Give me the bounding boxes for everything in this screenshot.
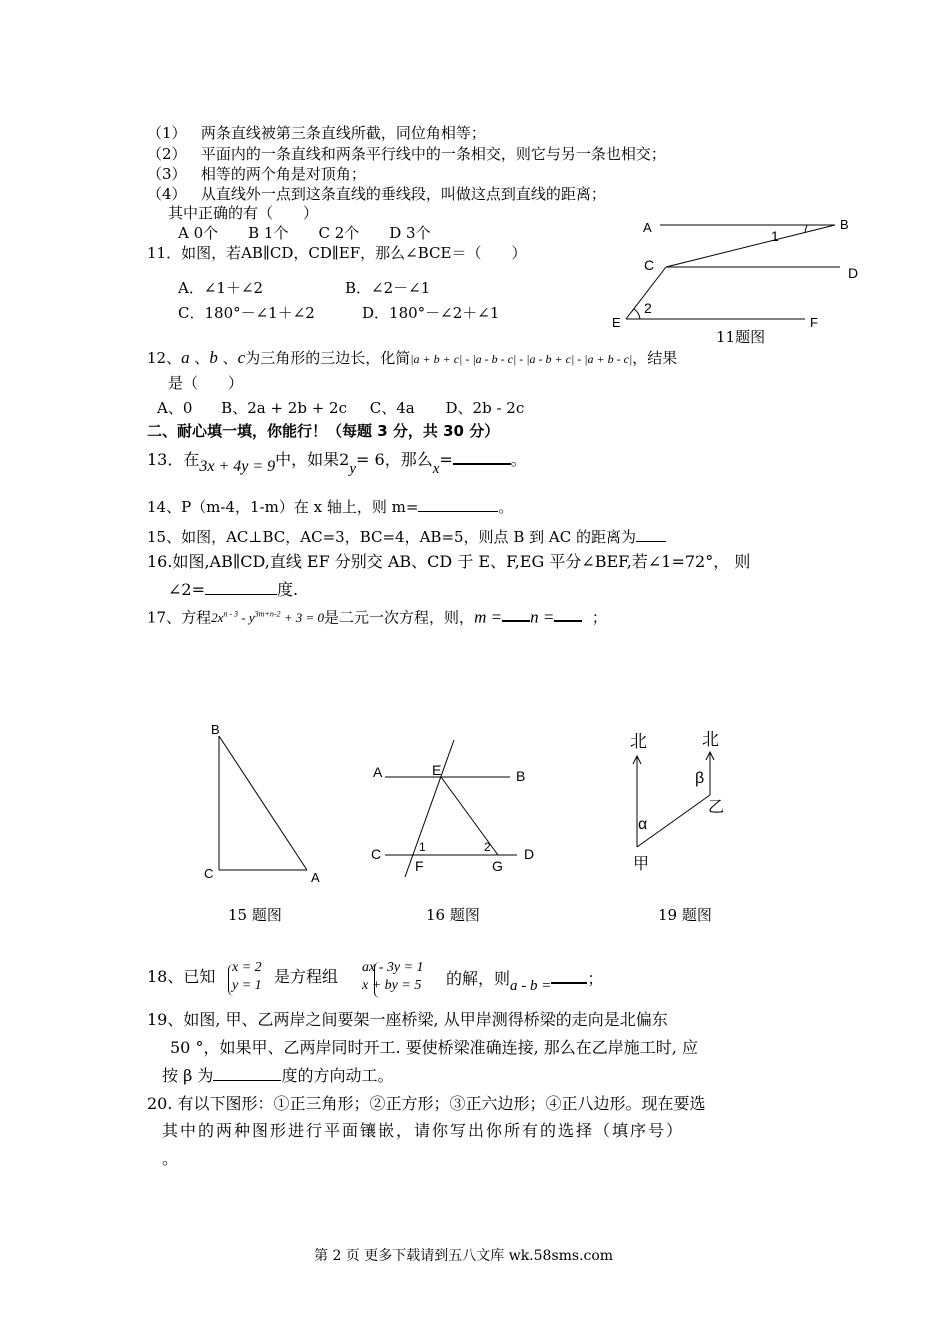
var-b: b	[209, 348, 218, 367]
q17-end: ；	[591, 608, 607, 627]
label-c: C	[204, 866, 214, 881]
q19-answer-blank[interactable]	[213, 1066, 281, 1081]
q17-sup-1: n - 3	[223, 610, 239, 619]
q12-option-b: B、2a + 2b + 2c	[221, 399, 347, 417]
q15-answer-blank[interactable]	[636, 527, 666, 542]
q16-line2	[168, 580, 298, 599]
q18-mid: 是方程组	[274, 967, 339, 986]
label-g: G	[492, 858, 503, 874]
statement-number: （3）	[147, 165, 187, 183]
q13-tail: 。	[510, 450, 527, 469]
q13-equals: =	[439, 450, 453, 469]
q18-tail	[446, 968, 604, 994]
q12-option-d: D、2b - 2c	[445, 399, 525, 417]
q12-mid: 为三角形的三边长，化简	[245, 349, 411, 367]
q17-equation	[211, 610, 324, 625]
label-b: B	[840, 217, 849, 232]
label-b: B	[516, 768, 526, 784]
q14-answer-blank[interactable]	[418, 497, 498, 512]
label-north-1: 北	[630, 732, 647, 751]
q11-option-b: B．∠2－∠1	[345, 279, 431, 297]
label-d: D	[848, 265, 859, 281]
label-yi: 乙	[708, 799, 725, 816]
label-a: A	[373, 764, 383, 780]
figure-11	[600, 210, 870, 330]
line-ef	[405, 740, 454, 877]
label-c: C	[371, 846, 382, 862]
var-a: a	[181, 348, 190, 367]
q18-brace-1	[228, 960, 230, 1000]
label-angle-1: 1	[419, 840, 426, 854]
system-1-row-2: y = 1	[232, 978, 262, 993]
statement-number: （1）	[147, 124, 187, 142]
q13-mid2: = 6，那么	[356, 450, 433, 469]
section-2-title: 二、耐心填一填，你能行！（每题 3 分，共 30 分）	[147, 422, 500, 440]
label-a: A	[643, 220, 652, 235]
q11-stem: 11．如图，若AB∥CD，CD∥EF，那么∠BCE＝（ ）	[147, 244, 527, 262]
q17-pre: 17、方程	[147, 608, 212, 627]
q18-answer-blank[interactable]	[551, 968, 587, 984]
q19-line1: 19、如图, 甲、乙两岸之间要架一座桥梁, 从甲岸测得桥梁的走向是北偏东	[147, 1010, 668, 1029]
q12-expression: |a + b + c| - |a - b - c| - |a - b + c| - |a + b - c|	[410, 352, 633, 366]
q18-ask: a - b =	[510, 978, 552, 994]
q12-line2: 是（ ）	[168, 374, 244, 392]
statement-text: 两条直线被第三条直线所截，同位角相等；	[200, 124, 486, 142]
q17-m-blank[interactable]	[502, 606, 530, 622]
figure-16-caption: 16 题图	[426, 906, 480, 924]
q14	[147, 497, 513, 516]
label-f: F	[415, 858, 424, 874]
statement-3	[147, 165, 366, 183]
q17-post: 是二元一次方程，则，	[324, 608, 475, 627]
label-d: D	[524, 846, 535, 862]
figure-19-caption: 19 题图	[658, 906, 712, 924]
label-c: C	[644, 257, 655, 273]
label-alpha: α	[638, 816, 648, 833]
label-b: B	[211, 722, 220, 737]
q10-options: A 0个 B 1个 C 2个 D 3个	[178, 224, 431, 242]
side-ab	[219, 736, 307, 870]
angle-2-arc	[634, 309, 640, 319]
q18-end: ；	[587, 969, 604, 988]
bridge-line	[637, 795, 710, 847]
q16-answer-blank[interactable]	[205, 580, 277, 595]
q11-option-c: C．180°－∠1＋∠2	[178, 304, 315, 322]
label-f: F	[810, 315, 818, 330]
label-angle-1: 1	[771, 228, 779, 244]
q17-expr-end: + 3 = 0	[280, 610, 325, 626]
q14-tail: 。	[498, 498, 514, 516]
q16-tail: 度.	[277, 580, 299, 599]
system-2-row-2: x + by = 5	[362, 978, 422, 993]
q15-text: 15、如图，AC⊥BC，AC=3，BC=4，AB=5，则点 B 到 AC 的距离为	[147, 528, 636, 546]
q19-line3	[162, 1066, 393, 1085]
q16-line1: 16.如图,AB∥CD,直线 EF 分别交 AB、CD 于 E、F,EG 平分∠BEF,若∠1=72°， 则	[147, 552, 751, 571]
q18-system-1	[232, 959, 262, 995]
q18-post: 的解，则	[446, 969, 511, 988]
page-footer: 第 2 页 更多下载请到五八文库 wk.58sms.com	[314, 1248, 614, 1264]
q18-brace-2	[374, 962, 381, 998]
q15	[147, 527, 666, 546]
q10-ask: 其中正确的有（ ）	[168, 204, 319, 222]
label-e: E	[432, 762, 442, 778]
q17-expr-mid: - y	[238, 610, 255, 626]
q12-options	[157, 399, 524, 417]
q13-equation: 3x + 4y = 9	[199, 458, 276, 475]
q19-tail: 度的方向动工。	[281, 1066, 394, 1085]
q20-line3: 。	[162, 1149, 179, 1168]
system-1-row-1: x = 2	[232, 960, 262, 975]
figure-15-caption: 15 题图	[228, 906, 282, 924]
q13-mid: 中，如果2	[275, 450, 350, 469]
label-north-2: 北	[702, 730, 719, 749]
q19-line2: 50 °，如果甲、乙两岸同时开工. 要使桥梁准确连接, 那么在乙岸施工时, 应	[170, 1038, 698, 1057]
q14-text: 14、P（m-4，1-m）在 x 轴上，则 m=	[147, 498, 419, 516]
label-e: E	[612, 315, 621, 330]
label-beta: β	[695, 770, 705, 787]
label-angle-2: 2	[484, 840, 491, 854]
q12-prefix: 12、	[147, 349, 182, 367]
q17-sup-2: 3m+n-2	[254, 610, 281, 619]
figure-16	[365, 735, 545, 880]
q18-pre: 18、已知	[147, 967, 216, 986]
statement-2	[147, 145, 666, 163]
var-c: c	[237, 348, 246, 367]
figure-15	[195, 720, 335, 885]
statement-text: 从直线外一点到这条直线的垂线段，叫做这点到直线的距离；	[200, 185, 606, 203]
q17-n-blank[interactable]	[554, 606, 582, 622]
statement-text: 相等的两个角是对顶角；	[200, 165, 366, 183]
statement-1	[147, 124, 486, 142]
q11-option-d: D．180°－∠2＋∠1	[362, 304, 500, 322]
var-y: y	[349, 461, 357, 477]
line-cb	[666, 225, 835, 267]
q12-option-c: C、4a	[369, 399, 415, 417]
label-jia: 甲	[633, 856, 650, 873]
q12-option-a: A、0	[157, 399, 193, 417]
q17-m: m =	[474, 607, 503, 627]
figure-19	[620, 725, 740, 885]
system-2-row-1: ax - 3y = 1	[362, 960, 424, 975]
statement-text: 平面内的一条直线和两条平行线中的一条相交，则它与另一条也相交；	[200, 145, 666, 163]
label-angle-2: 2	[644, 300, 652, 316]
figure-11-caption: 11题图	[716, 328, 766, 346]
q19-pre: 按 β 为	[162, 1066, 214, 1085]
q12-suffix: ，结果	[632, 349, 678, 367]
statement-number: （4）	[147, 185, 187, 203]
q13-prefix: 13．在	[147, 450, 200, 469]
q17-expr-main: 2x	[211, 610, 224, 626]
q17-n: n =	[530, 607, 555, 627]
var-x: x	[432, 461, 440, 477]
q16-pre: ∠2=	[168, 580, 205, 599]
q12-line1: 12、a 、b 、c为三角形的三边长，化简|a + b + c| - |a - b - c| - |a - b + c| - |a + b - c|，结果	[147, 348, 678, 367]
q13-answer-blank[interactable]	[453, 449, 511, 465]
q11-option-a: A．∠1＋∠2	[178, 279, 264, 297]
q20-line2: 其中的两种图形进行平面镶嵌，请你写出你所有的选择（填序号）	[162, 1121, 685, 1140]
q20-line1: 20. 有以下图形：①正三角形；②正方形；③正六边形；④正八边形。现在要选	[147, 1094, 706, 1113]
q17	[147, 606, 607, 627]
statement-4	[147, 185, 606, 203]
q13	[147, 449, 527, 477]
label-a: A	[311, 870, 320, 885]
q18-system-2	[362, 959, 424, 995]
statement-number: （2）	[147, 145, 187, 163]
